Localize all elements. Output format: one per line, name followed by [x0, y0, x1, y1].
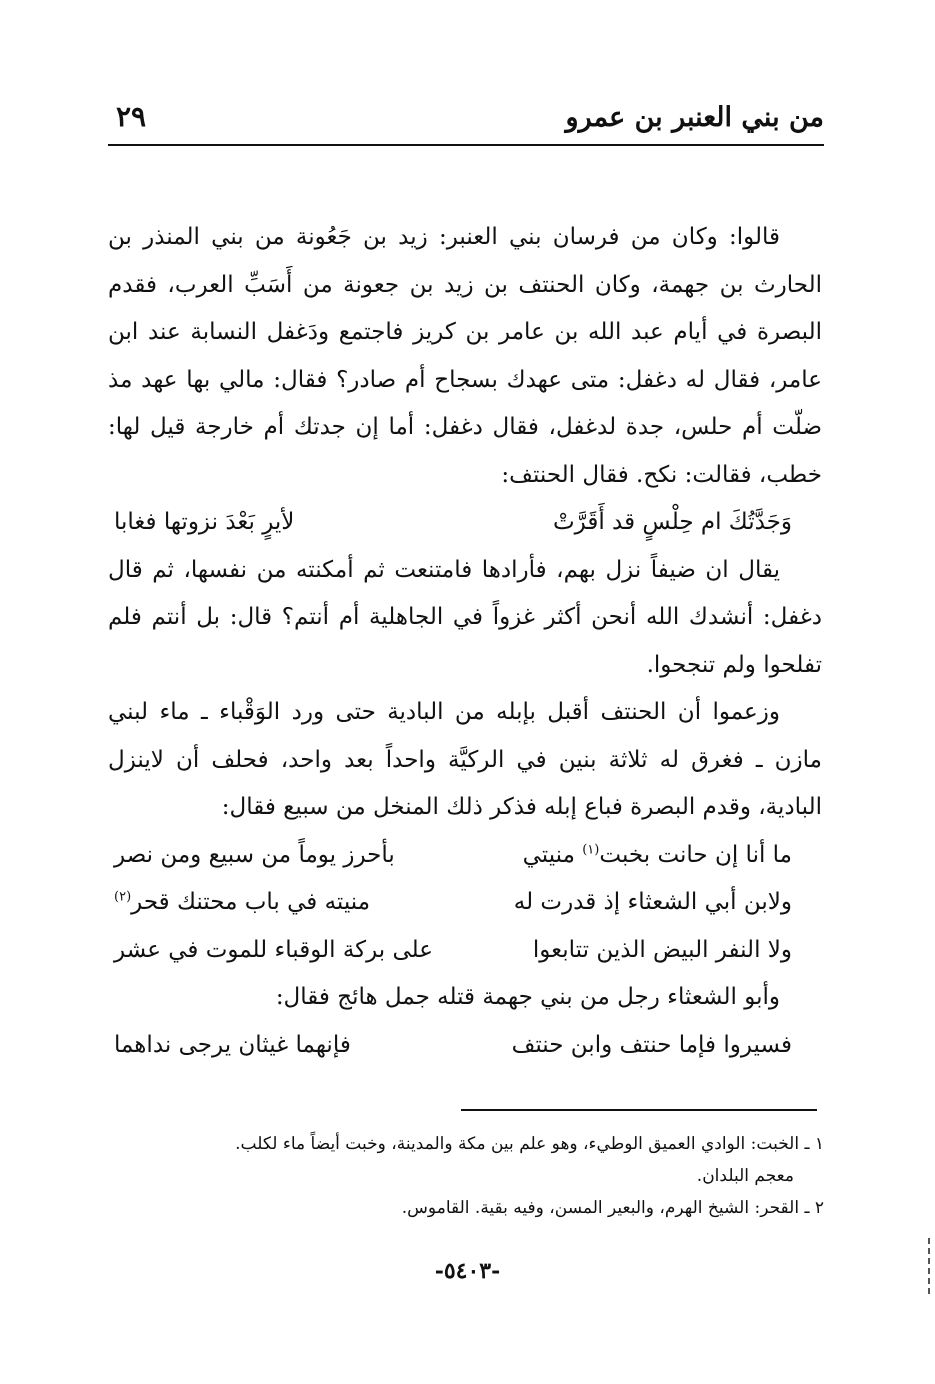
verse-line-3	[108, 879, 822, 927]
verse-line-4	[108, 927, 822, 975]
paragraph-2: يقال ان ضيفاً نزل بهم، فأرادها فامتنعت ثم أمكنته من نفسها، ثم قال دغفل: أنشدك الله أنحن أكثر غزواً في الجاهلية أم أنتم؟ قال: بل أنتم فلم تفلحوا ولم تنجحوا.	[108, 556, 822, 678]
verse-3-second-hemistich	[114, 879, 370, 927]
paragraph-3: وزعموا أن الحنتف أقبل بإبله من البادية حتى ورد الوَقْباء ـ ماء لبني مازن ـ فغرق له ثلاثة بنين في الركيَّة واحداً بعد واحد، فحلف أن لاينزل البادية، وقدم البصرة فباع إبله فذكر ذلك المنخل من سبيع فقال:	[108, 699, 822, 820]
sequence-page-marker: -٥٤٠٣-	[434, 1258, 501, 1284]
chapter-title: من بني العنبر بن عمرو	[565, 102, 824, 133]
verse-5-first-hemistich: فسيروا فإما حنتف وابن حنتف	[511, 1031, 792, 1058]
verse-line-5	[108, 1022, 822, 1070]
verse-2-text-a-end: منيتي	[522, 841, 583, 868]
footnotes	[112, 1128, 824, 1224]
verse-2-first-hemistich	[523, 832, 792, 880]
page-number: ٢٩	[116, 100, 147, 133]
verse-2-second-hemistich: بأحرز يوماً من سبيع ومن نصر	[114, 841, 395, 868]
verse-5-second-hemistich: فإنهما غيثان يرجى نداهما	[114, 1031, 351, 1058]
verse-2-text-a: ما أنا إن حانت بخبت	[599, 841, 792, 868]
verse-1-second-hemistich: لأيرٍ بَعْدَ نزوتها فغابا	[114, 509, 295, 535]
paragraph-1: قالوا: وكان من فرسان بني العنبر: زيد بن جَعُونة من بني المنذر بن الحارث بن جهمة، وكان الحنتف بن زيد بن جعونة من أَسَبِّ العرب، فقدم البصرة في أيام عبد الله بن عامر بن كريز فاجتمع ودَغفل النسابة عند ابن عامر، فقال له دغفل: متى عهدك بسجاح أم صادر؟ فقال: مالي بها عهد مذ ضلّت أم حلس، جدة لدغفل، فقال دغفل: أما إن جدتك أم خارجة قيل لها: خطب، فقالت: نكح. فقال الحنتف:	[108, 224, 822, 488]
footnote-ref-1[interactable]: (١)	[582, 841, 600, 857]
running-header	[108, 96, 824, 146]
footnote-2: ٢ ـ القحر: الشيخ الهرم، والبعير المسن، وفيه بقية. القاموس.	[401, 1198, 824, 1218]
footnote-1: ١ ـ الخبت: الوادي العميق الوطيء، وهو علم بين مكة والمدينة، وخبت أيضاً ماء لكلب.	[235, 1134, 824, 1154]
scan-edge-marks	[928, 1238, 930, 1294]
main-text	[108, 214, 822, 1069]
footnote-divider	[461, 1109, 817, 1111]
verse-4-first-hemistich: ولا النفر البيض الذين تتابعوا	[532, 936, 792, 963]
verse-1-first-hemistich: وَجَدَّتُكَ ام حِلْسٍ قد أَقَرَّتْ	[552, 509, 792, 535]
verse-3-text-b: منيته في باب محتنك قحر	[131, 889, 371, 915]
verse-line-2	[108, 832, 822, 880]
verse-line-1	[108, 499, 822, 547]
verse-4-second-hemistich: على بركة الوقباء للموت في عشر	[114, 936, 434, 963]
verse-3-first-hemistich: ولابن أبي الشعثاء إذ قدرت له	[513, 889, 792, 915]
footnote-1-continuation: معجم البلدان.	[696, 1166, 794, 1186]
paragraph-4: وأبو الشعثاء رجل من بني جهمة قتله جمل هائج فقال:	[275, 984, 780, 1010]
footnote-ref-2[interactable]: (٢)	[114, 889, 132, 905]
